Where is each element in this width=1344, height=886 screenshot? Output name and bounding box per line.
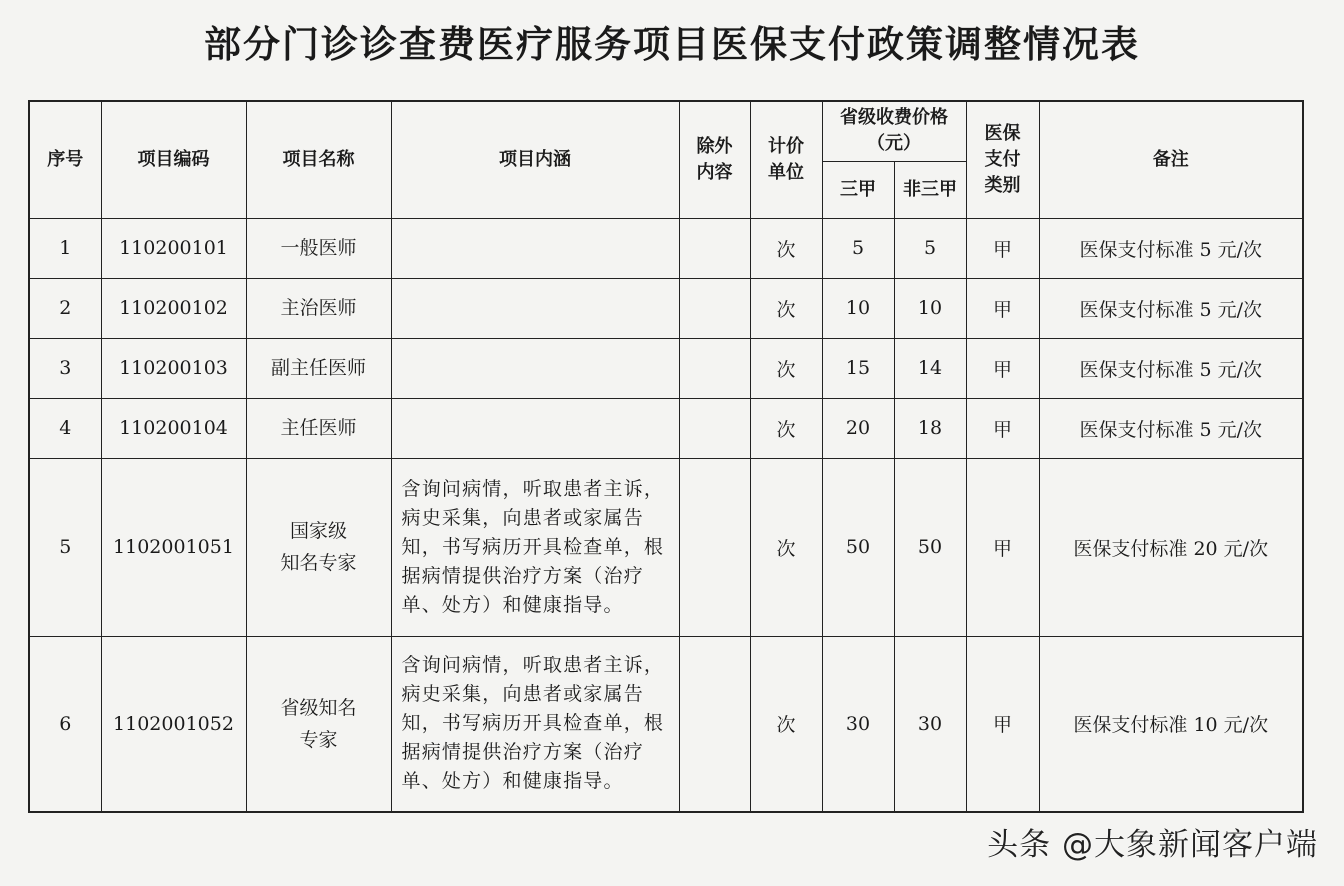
cell-seq: 6	[29, 636, 101, 812]
cell-seq: 4	[29, 398, 101, 458]
header-seq: 序号	[29, 101, 101, 218]
cell-seq: 3	[29, 338, 101, 398]
table-row	[29, 458, 1303, 636]
cell-content	[391, 218, 679, 278]
table-row	[29, 636, 1303, 812]
table-row	[29, 278, 1303, 338]
cell-code: 1102001051	[101, 458, 246, 636]
cell-category: 甲	[966, 636, 1039, 812]
cell-content	[391, 278, 679, 338]
table-row	[29, 398, 1303, 458]
cell-name	[246, 338, 391, 398]
page-title: 部分门诊诊查费医疗服务项目医保支付政策调整情况表	[204, 23, 1140, 66]
cell-name	[246, 636, 391, 812]
cell-name	[246, 218, 391, 278]
header-name: 项目名称	[246, 101, 391, 218]
cell-category: 甲	[966, 218, 1039, 278]
cell-name-line2: 知名专家	[280, 552, 357, 574]
cell-name-line1: 国家级	[289, 520, 347, 542]
header-exclusion	[679, 101, 750, 218]
cell-remark: 医保支付标准 5 元/次	[1039, 398, 1303, 458]
cell-content: 含询问病情，听取患者主诉，病史采集，向患者或家属告知，书写病历开具检查单，根据病情提供治疗方案（治疗单、处方）和健康指导。	[391, 636, 679, 812]
cell-name	[246, 458, 391, 636]
header-content: 项目内涵	[391, 101, 679, 218]
cell-name	[246, 278, 391, 338]
cell-price-a: 20	[822, 398, 894, 458]
header-unit-line1: 计价	[768, 135, 804, 157]
header-category-line3: 类别	[984, 174, 1021, 196]
cell-exclusion	[679, 398, 750, 458]
cell-price-a: 5	[822, 218, 894, 278]
cell-name-line2: 专家	[299, 728, 338, 751]
cell-unit: 次	[750, 398, 822, 458]
cell-name-line1: 副主任医师	[270, 357, 366, 379]
cell-code: 110200101	[101, 218, 246, 278]
cell-remark: 医保支付标准 5 元/次	[1039, 278, 1303, 338]
cell-code: 110200104	[101, 398, 246, 458]
cell-price-b: 30	[894, 636, 966, 812]
cell-category: 甲	[966, 278, 1039, 338]
cell-seq: 2	[29, 278, 101, 338]
header-exclusion-line2: 内容	[696, 161, 733, 183]
policy-table	[28, 100, 1304, 813]
header-remark: 备注	[1039, 101, 1303, 218]
cell-content	[391, 398, 679, 458]
cell-name	[246, 398, 391, 458]
header-price-b: 非三甲	[894, 161, 966, 218]
cell-seq: 5	[29, 458, 101, 636]
cell-name-line1: 主治医师	[280, 297, 357, 319]
header-price-line1: 省级收费价格	[840, 107, 948, 129]
cell-remark: 医保支付标准 5 元/次	[1039, 338, 1303, 398]
cell-price-b: 14	[894, 338, 966, 398]
cell-seq: 1	[29, 218, 101, 278]
header-price-a: 三甲	[822, 161, 894, 218]
cell-unit: 次	[750, 636, 822, 812]
table-row	[29, 338, 1303, 398]
cell-remark: 医保支付标准 5 元/次	[1039, 218, 1303, 278]
header-category-line2: 支付	[984, 148, 1021, 170]
cell-content: 含询问病情，听取患者主诉，病史采集，向患者或家属告知，书写病历开具检查单，根据病情提供治疗方案（治疗单、处方）和健康指导。	[391, 458, 679, 636]
cell-remark: 医保支付标准 20 元/次	[1039, 458, 1303, 636]
cell-price-b: 10	[894, 278, 966, 338]
cell-name-line1: 一般医师	[280, 237, 357, 259]
cell-name-line1: 主任医师	[280, 417, 357, 439]
header-unit-line2: 单位	[768, 161, 804, 183]
cell-price-a: 15	[822, 338, 894, 398]
cell-unit: 次	[750, 338, 822, 398]
cell-exclusion	[679, 338, 750, 398]
cell-price-a: 30	[822, 636, 894, 812]
cell-category: 甲	[966, 338, 1039, 398]
header-price-line2: （元）	[867, 133, 921, 155]
cell-price-a: 10	[822, 278, 894, 338]
cell-code: 110200102	[101, 278, 246, 338]
cell-code: 110200103	[101, 338, 246, 398]
cell-price-b: 18	[894, 398, 966, 458]
header-category-line1: 医保	[984, 122, 1021, 144]
cell-price-a: 50	[822, 458, 894, 636]
header-exclusion-line1: 除外	[696, 135, 733, 157]
header-category	[966, 101, 1039, 218]
header-price	[822, 101, 966, 161]
cell-name-line1: 省级知名	[280, 696, 357, 719]
cell-category: 甲	[966, 398, 1039, 458]
cell-code: 1102001052	[101, 636, 246, 812]
cell-content	[391, 338, 679, 398]
cell-exclusion	[679, 218, 750, 278]
cell-exclusion	[679, 278, 750, 338]
cell-price-b: 5	[894, 218, 966, 278]
cell-unit: 次	[750, 458, 822, 636]
source-watermark: 头条 @大象新闻客户端	[987, 827, 1318, 863]
header-code: 项目编码	[101, 101, 246, 218]
header-unit	[750, 101, 822, 218]
cell-exclusion	[679, 636, 750, 812]
cell-category: 甲	[966, 458, 1039, 636]
table-row	[29, 218, 1303, 278]
cell-price-b: 50	[894, 458, 966, 636]
cell-exclusion	[679, 458, 750, 636]
cell-unit: 次	[750, 218, 822, 278]
cell-unit: 次	[750, 278, 822, 338]
cell-remark: 医保支付标准 10 元/次	[1039, 636, 1303, 812]
